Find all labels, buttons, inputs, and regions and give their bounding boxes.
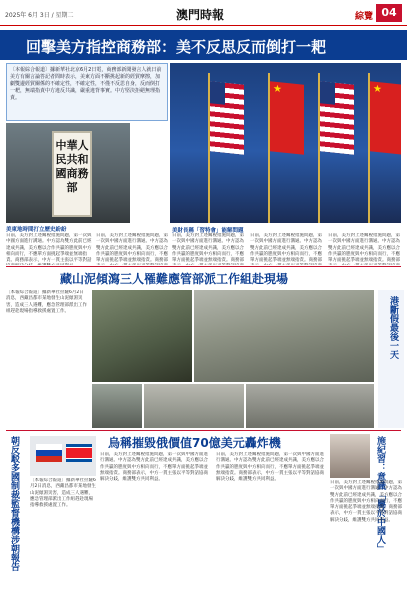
china-flag-icon [270, 81, 304, 155]
us-flag-icon [210, 81, 244, 155]
plaque-text: 中華人民共和國商務部 [55, 139, 89, 194]
ministry-building-photo [6, 123, 130, 223]
flags-photo-small [30, 436, 96, 476]
lead-body-col1: 日前，美方對上述關稅措施問題，第一次與中國方面進行溝通。中方認為雙方此前已經達成共識，美方應以合作共贏的態度與中方相向而行，不應單方面挑起爭端並無端指責。商務部表示，中方一貫主張以平等對話 [6, 233, 92, 264]
story3-body-col2: 日前，美方對上述關稅措施問題，第一次與中國方面進行溝通。中方認為雙方此前已經達成共識，美方應以合作共贏的態度與中方相向而行，不應單方面挑起爭端並無端指責。商務部表示，中方一貫主張以平等對話協商解決分歧，維護雙方共同利益。 [216, 452, 324, 483]
section-divider [6, 430, 401, 431]
story2-headline: 藏山泥傾瀉三人罹難應管部派工作組赴現場 [60, 272, 289, 286]
lead-lede: 〔本報綜合報道〕據新華社北京6月2日電，商務部新聞發言人就日前美方有關言論答記者問時表示，美東方面不斷挑起新的經貿摩擦，加劇雙邊經貿關係的不確定性，不確定性，不僅不反思自身，反而倒打一耙，無端指責中方違反共識，嚴重違背事實。中方堅決拒絕無理指責。 [6, 63, 168, 121]
korea-story-body: 〔本報綜合報道〕據新華社拉薩6月2日消息，西藏昌都市某地發生山泥傾瀉災害，造成三人遇難，應急管理部派出工作組趕赴現場指導救援處置工作。 [30, 478, 96, 509]
rescue-workers-photo [92, 290, 192, 382]
section-divider [6, 266, 401, 267]
story2-body: 〔本報綜合報道〕據新華社拉薩6月2日消息，西藏昌都市某地發生山泥傾瀉災害，造成三人遇難，應急管理部派出工作組趕赴現場指導救援處置工作。 [6, 290, 87, 314]
page-header [0, 0, 407, 26]
masthead-logo: 澳門時報 [176, 8, 225, 22]
lead-headline-banner [0, 30, 407, 60]
lead-body-col3: 日前，美方對上述關稅措施問題，第一次與中國方面進行溝通。中方認為雙方此前已經達成共識，美方應以合作共贏的態度與中方相向而行，不應單方面挑起爭端並無端指責。商務部 [172, 233, 244, 264]
ministry-plaque [52, 131, 92, 217]
side-story-box [378, 290, 404, 428]
lead-body-col5: 日前，美方對上述關稅措施問題，第一次與中國方面進行溝通。中方認為雙方此前已經達成共識，美方應以合作共贏的態度與中方相向而行，不應單方面挑起爭端並無端指責。商務部 [328, 233, 400, 264]
left-photo-caption: 美東地時間打立歷史紛紛 [6, 227, 67, 233]
landslide-photo [194, 290, 374, 382]
lead-body-col4: 日前，美方對上述關稅措施問題，第一次與中國方面進行溝通。中方認為雙方此前已經達成共識，美方應以合作共贏的態度與中方相向而行，不應單方面挑起爭端並無端指責。商務部 [250, 233, 322, 264]
page-number: 04 [376, 4, 402, 22]
story3-body-col1: 日前，美方對上述關稅措施問題，第一次與中國方面進行溝通。中方認為雙方此前已經達成共識，美方應以合作共贏的態度與中方相向而行，不應單方面挑起爭端並無端指責。商務部表示，中方一貫主張以平等對話協商解決分歧，維護雙方共同利益。 [100, 452, 208, 483]
russia-flag-icon [36, 444, 62, 462]
right-story-headline: 施紀習：意識「屬於中國人」 [375, 436, 385, 553]
north-korea-flag-icon [66, 444, 92, 462]
korea-story-headline: 朝反駁多國制裁監督機構涉朝報告 [9, 436, 19, 571]
right-story-body: 日前，美方對上述關稅措施問題，第一次與中國方面進行溝通。中方認為雙方此前已經達成共識，美方應以合作共贏的態度與中方相向而行，不應單方面挑起爭端並無端指責。商務部表示，中方一貫主張以平等對話協商解決分歧，維護雙方共同利益。 [330, 480, 402, 523]
flags-photo [170, 63, 401, 223]
portrait-photo [330, 434, 370, 478]
lead-body-col2: 日前，美方對上述關稅措施問題，第一次與中國方面進行溝通。中方認為雙方此前已經達成共識，美方應以合作共贏的態度與中方相向而行，不應單方面挑起爭端並無端指責。商務部 [96, 233, 168, 264]
china-flag-icon [370, 81, 401, 155]
issue-date: 2025年 6月 3日 / 星期二 [5, 12, 74, 19]
lead-headline: 回擊美方指控商務部：美不反思反而倒打一耙 [26, 38, 327, 56]
story3-headline: 烏稱摧毀俄價值70億美元轟炸機 [108, 436, 281, 450]
rescue-photo-small [92, 384, 142, 428]
story2-headline-bar [60, 268, 400, 288]
section-name: 綜覽 [354, 12, 373, 22]
story3-headline-bar [108, 432, 328, 448]
highway-photo [246, 384, 374, 428]
right-photo-caption: 美財長稱「習特會」能解問題 [172, 228, 244, 234]
vehicles-photo [144, 384, 244, 428]
us-flag-icon [320, 81, 354, 155]
side-story-headline: 港斷假最後一天 [388, 296, 398, 359]
